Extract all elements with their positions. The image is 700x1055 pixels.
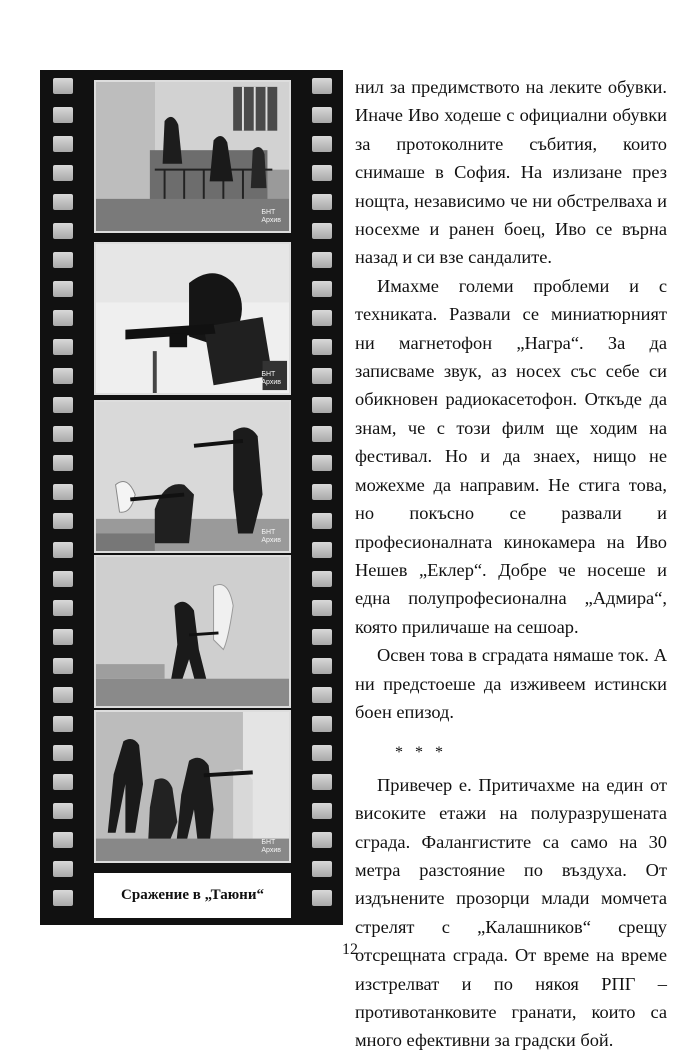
sprocket-hole [312,658,332,674]
sprocket-hole [53,629,73,645]
sprocket-hole [53,890,73,906]
sprocket-hole [312,223,332,239]
sprocket-hole [53,107,73,123]
sprocket-hole [53,165,73,181]
film-frame-3 [94,400,291,553]
sprocket-hole [53,455,73,471]
photo-balcony-soldiers [96,82,289,231]
sprocket-hole [53,281,73,297]
sprocket-hole [312,571,332,587]
sprocket-hole [53,600,73,616]
film-frame-5 [94,710,291,863]
film-frame-4 [94,555,291,708]
sprocket-hole [53,339,73,355]
sprocket-hole [53,397,73,413]
body-text-column [355,73,667,1055]
sprocket-hole [312,339,332,355]
sprocket-hole [312,600,332,616]
archive-watermark: БНТ Архив [261,209,281,224]
sprocket-hole [312,484,332,500]
sprocket-hole [312,716,332,732]
sprocket-hole [312,194,332,210]
sprocket-hole [312,542,332,558]
sprocket-hole [53,571,73,587]
sprocket-hole [312,136,332,152]
sprocket-hole [312,426,332,442]
sprocket-hole [312,368,332,384]
sprocket-hole [312,165,332,181]
sprocket-hole [312,252,332,268]
sprocket-hole [53,484,73,500]
sprocket-hole [312,687,332,703]
sprocket-hole [312,890,332,906]
section-separator: * * * [395,744,447,762]
sprocket-hole [53,861,73,877]
sprocket-hole [53,223,73,239]
sprocket-hole [312,832,332,848]
paragraph-1: нил за предимството на леките обувки. Иначе Иво ходеше с официални обувки за протоколните събития, които снимаше в София. На излизане през нощта, независимо че ни обстрелваха и носехме и ранен боец, Иво се върна назад и си взе сандалите. [355,77,667,268]
photo-group-firing [96,712,289,861]
archive-watermark: БНТ Архив [261,839,281,854]
film-frame-1 [94,80,291,233]
sprocket-hole [53,542,73,558]
paragraph-2: Имахме големи проблеми и с техниката. Развали се миниатюрният ни магнетофон „Награ“. За да записваме звук, аз носех със себе си обикновен радиокасетофон. Откъде да знам, че с този филм ще ходим на фестивал. Но и да знаех, нищо не можехме да направим. Не стига това, но покъсно се развали и професионалната кинокамера на Иво Нешев „Еклер“. Добре че носеше и една полупрофесионална „Адмира“, която приличаше на сешоар. [355,275,667,637]
film-sprockets-left [50,70,76,925]
sprocket-hole [312,78,332,94]
paragraph-3: Освен това в сградата нямаше ток. А ни предстоеше да изживеем истински боен епизод. [355,645,667,722]
sprocket-hole [53,803,73,819]
sprocket-hole [53,194,73,210]
film-frame-2 [94,242,291,395]
sprocket-hole [53,513,73,529]
sprocket-hole [53,252,73,268]
sprocket-hole [53,832,73,848]
sprocket-hole [312,861,332,877]
sprocket-hole [53,716,73,732]
sprocket-hole [53,745,73,761]
sprocket-hole [312,281,332,297]
sprocket-hole [312,803,332,819]
sprocket-hole [312,629,332,645]
archive-watermark: БНТ Архив [261,371,281,386]
sprocket-hole [53,426,73,442]
sprocket-hole [53,774,73,790]
archive-watermark: БНТ Архив [261,529,281,544]
sprocket-hole [53,78,73,94]
paragraph-4: Привечер е. Притичахме на един от високите етажи на полуразрушената сграда. Фалангистите са само на 30 метра разстояние по въздуха. От издънените прозорци млади момчета стрелят с „Калашников“ срещу отсрещната сграда. От време на време изстрелват и по някоя РПГ – противотанковите гранати, които са много ефективни за градски бой. [355,774,667,1051]
film-strip-figure [40,70,343,925]
sprocket-hole [312,310,332,326]
sprocket-hole [53,310,73,326]
sprocket-hole [53,687,73,703]
sprocket-hole [312,745,332,761]
photo-fighters-at-wall [96,402,289,551]
sprocket-hole [312,774,332,790]
sprocket-hole [53,136,73,152]
photo-soldier-by-wall [96,557,289,706]
film-sprockets-right [309,70,335,925]
sprocket-hole [53,658,73,674]
sprocket-hole [312,513,332,529]
sprocket-hole [53,368,73,384]
figure-caption-box [94,873,291,918]
figure-caption: Сражение в „Таюни“ [121,887,264,903]
sprocket-hole [312,107,332,123]
page-number: 12 [342,941,358,958]
photo-rifleman-aiming [96,244,289,393]
sprocket-hole [312,397,332,413]
sprocket-hole [312,455,332,471]
